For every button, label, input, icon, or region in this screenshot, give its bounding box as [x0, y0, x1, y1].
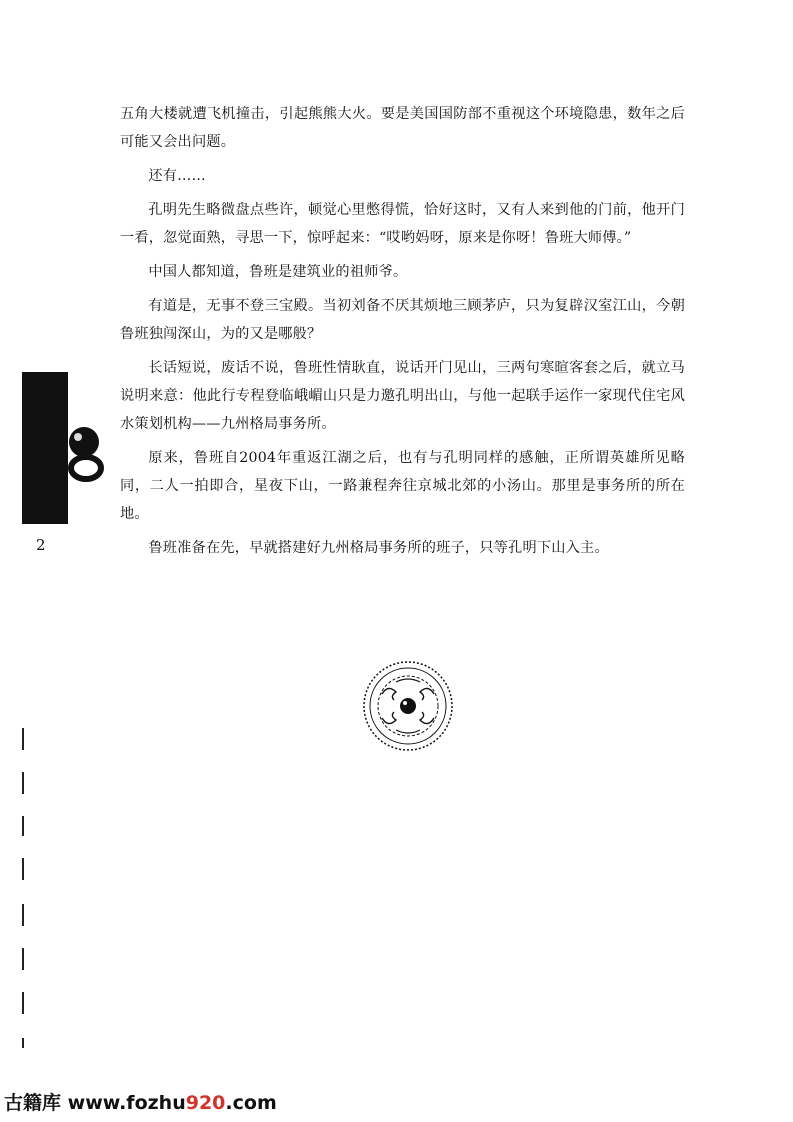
paragraph-2: 还有……	[148, 168, 206, 184]
margin-scan-marks	[22, 728, 26, 1048]
decorative-medallion-icon	[362, 660, 454, 752]
side-emblem-icon	[62, 424, 110, 484]
paragraph-1: 五角大楼就遭飞机撞击，引起熊熊大火。要是美国国防部不重视这个环境隐患，数年之后可能又会出问题。	[120, 106, 685, 150]
paragraph-3: 孔明先生略微盘点些许，顿觉心里憋得慌，恰好这时，又有人来到他的门前，他开门一看，忽觉面熟，寻思一下，惊呼起来：“哎哟妈呀，原来是你呀！鲁班大师傅。”	[120, 202, 685, 246]
paragraph-4: 中国人都知道，鲁班是建筑业的祖师爷。	[148, 264, 408, 280]
body-text	[120, 100, 685, 568]
footer-url-number: 920	[185, 1092, 226, 1114]
paragraph-8: 鲁班准备在先，早就搭建好九州格局事务所的班子，只等孔明下山入主。	[148, 540, 609, 556]
paragraph-7: 原来，鲁班自2004年重返江湖之后，也有与孔明同样的感触，正所谓英雄所见略同，二人一拍即合，星夜下山，一路兼程奔往京城北郊的小汤山。那里是事务所的所在地。	[120, 450, 685, 522]
footer-url-suffix: .com	[225, 1092, 277, 1114]
footer-watermark	[4, 1088, 277, 1115]
page-number: 2	[36, 536, 46, 554]
paragraph-5: 有道是，无事不登三宝殿。当初刘备不厌其烦地三顾茅庐，只为复辟汉室江山，今朝鲁班独闯深山，为的又是哪般？	[120, 298, 685, 342]
footer-site-name: 古籍库	[4, 1092, 62, 1114]
footer-url-prefix: www.fozhu	[67, 1092, 186, 1114]
paragraph-6: 长话短说，废话不说，鲁班性情耿直，说话开门见山，三两句寒暄客套之后，就立马说明来意：他此行专程登临峨嵋山只是力邀孔明出山，与他一起联手运作一家现代住宅风水策划机构——九州格局事务所。	[120, 360, 685, 432]
